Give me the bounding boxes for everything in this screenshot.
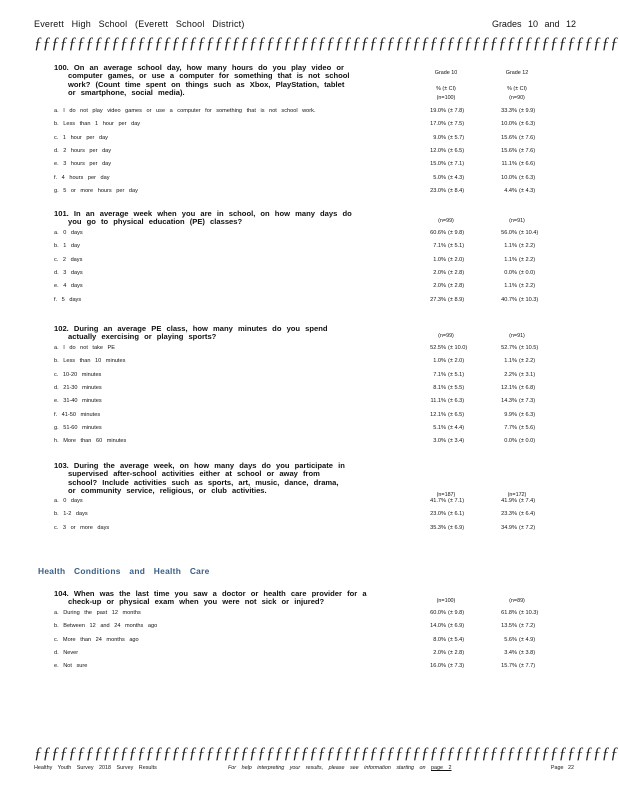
n-count-grade12: (n=91) bbox=[509, 218, 525, 224]
question-line: computer games, or use a computer for something that is not school bbox=[68, 71, 350, 81]
question-line: During an average PE class, how many minutes do you spend bbox=[73, 324, 328, 333]
grade10-percent: 19.0% bbox=[430, 108, 446, 114]
n-count-grade10: (n=187) bbox=[436, 492, 456, 498]
answer-row bbox=[54, 256, 614, 265]
grade10-percent: 41.7% bbox=[430, 498, 446, 504]
answer-row bbox=[54, 120, 614, 129]
grade10-ci: (± 6.3) bbox=[448, 398, 465, 405]
grades-label: Grades 10 and 12 bbox=[491, 19, 576, 29]
n-count-grade10: (n=100) bbox=[436, 95, 456, 101]
grade10-ci: (± 5.4) bbox=[448, 636, 465, 643]
grade10-percent: 1.0% bbox=[433, 358, 446, 365]
answer-label: c. 3 or more days bbox=[54, 524, 110, 531]
grade12-percent: 9.9% bbox=[504, 411, 517, 418]
answer-row bbox=[54, 269, 614, 278]
grade12-ci: (± 6.3) bbox=[519, 174, 536, 181]
grade12-ci: (± 10.3) bbox=[519, 610, 539, 616]
answer-row bbox=[54, 397, 614, 406]
answer-row bbox=[54, 371, 614, 380]
grade12-ci: (± 7.3) bbox=[519, 398, 536, 405]
answer-label: d. 2 hours per day bbox=[54, 147, 112, 154]
footer-help-text: For help interpreting your results, please see information starting on bbox=[228, 765, 426, 771]
grade12-ci: (± 7.2) bbox=[519, 524, 536, 531]
grade12-percent: 5.6% bbox=[504, 636, 517, 643]
answer-row bbox=[54, 160, 614, 169]
grade10-ci: (± 2.0) bbox=[448, 358, 465, 365]
footer bbox=[34, 765, 594, 775]
grade12-ci: (± 6.6) bbox=[519, 161, 536, 168]
answer-label: e. 31-40 minutes bbox=[54, 398, 102, 405]
answer-label: b. Between 12 and 24 months ago bbox=[54, 623, 158, 630]
grade10-ci: (± 6.5) bbox=[448, 147, 465, 154]
grade10-percent: 5.1% bbox=[433, 424, 446, 431]
answer-label: c. 10-20 minutes bbox=[54, 371, 102, 378]
grade10-ci: (± 6.5) bbox=[448, 411, 465, 418]
grade10-percent: 60.0% bbox=[430, 610, 446, 616]
answer-label: a. I do not take PE bbox=[54, 345, 116, 351]
answer-label: c. 2 days bbox=[54, 256, 83, 263]
answer-label: c. 1 hour per day bbox=[54, 134, 108, 141]
grade12-percent: 1.1% bbox=[504, 358, 517, 365]
answer-label: b. 1 day bbox=[54, 243, 80, 250]
grade10-ci: (± 5.7) bbox=[448, 134, 465, 141]
grade12-percent: 1.1% bbox=[504, 283, 517, 290]
ci-header: % (± CI) bbox=[507, 86, 527, 92]
answer-row bbox=[54, 649, 614, 658]
answer-label: d. Never bbox=[54, 649, 79, 656]
grade10-percent: 2.0% bbox=[433, 269, 446, 276]
grade10-percent: 12.0% bbox=[430, 147, 446, 154]
grade12-percent: 34.9% bbox=[501, 524, 517, 531]
answer-row bbox=[54, 609, 614, 618]
question-number: 100. bbox=[54, 63, 74, 72]
grade12-ci: (± 10.5) bbox=[519, 345, 539, 351]
grade12-percent: 3.4% bbox=[504, 649, 517, 656]
grade10-ci: (± 7.5) bbox=[448, 121, 465, 128]
grade12-ci: (± 6.4) bbox=[519, 511, 536, 518]
grade10-percent: 7.1% bbox=[433, 243, 446, 250]
question-number: 104. bbox=[54, 589, 74, 598]
grade12-percent: 0.0% bbox=[504, 438, 517, 445]
grade12-percent: 15.7% bbox=[501, 663, 517, 670]
grade10-ci: (± 8.4) bbox=[448, 187, 465, 194]
n-count-grade12: (n=172) bbox=[507, 492, 527, 498]
answer-label: e. Not sure bbox=[54, 663, 88, 670]
question-line: check-up or physical exam when you were not sick or injured? bbox=[68, 597, 325, 607]
grade12-ci: (± 6.8) bbox=[519, 384, 536, 391]
grade12-ci: (± 4.9) bbox=[519, 636, 536, 643]
grade12-ci: (± 0.0) bbox=[519, 269, 536, 276]
question-line: When was the last time you saw a doctor or health care provider for a bbox=[73, 589, 367, 598]
answer-label: f. 5 days bbox=[54, 296, 82, 303]
answer-label: c. More than 24 months ago bbox=[54, 636, 139, 643]
grade12-percent: 12.1% bbox=[501, 384, 517, 391]
top-divider: ƒƒƒƒƒƒƒƒƒƒƒƒƒƒƒƒƒƒƒƒƒƒƒƒƒƒƒƒƒƒƒƒƒƒƒƒƒƒƒƒƒƒƒƒƒƒƒƒƒƒƒƒƒƒƒƒƒƒƒƒƒƒƒƒƒƒƒƒ bbox=[34, 35, 619, 52]
grade10-percent: 8.1% bbox=[433, 384, 446, 391]
grade12-ci: (± 9.9) bbox=[519, 108, 536, 114]
grade12-ci: (± 10.4) bbox=[519, 230, 539, 236]
grade10-ci: (± 7.1) bbox=[448, 161, 465, 168]
grade12-header: Grade 12 bbox=[505, 70, 529, 76]
grade10-ci: (± 5.1) bbox=[448, 371, 465, 378]
grade10-ci: (± 3.4) bbox=[448, 438, 465, 445]
grade12-percent: 4.4% bbox=[504, 187, 517, 194]
grade10-percent: 12.1% bbox=[430, 411, 446, 418]
grade10-percent: 27.3% bbox=[430, 296, 446, 303]
grade10-ci: (± 9.8) bbox=[448, 610, 465, 616]
grade10-ci: (± 8.9) bbox=[448, 296, 465, 303]
answer-label: b. 1-2 days bbox=[54, 511, 88, 518]
grade10-percent: 2.0% bbox=[433, 283, 446, 290]
answer-row bbox=[54, 437, 614, 446]
grade12-percent: 0.0% bbox=[504, 269, 517, 276]
grade10-ci: (± 7.8) bbox=[448, 108, 465, 114]
grade12-percent: 61.8% bbox=[501, 610, 517, 616]
answer-label: a. 0 days bbox=[54, 230, 83, 236]
grade10-percent: 52.5% bbox=[430, 345, 446, 351]
grade10-ci: (± 4.4) bbox=[448, 424, 465, 431]
grade12-ci: (± 2.2) bbox=[519, 358, 536, 365]
question-number: 101. bbox=[54, 209, 74, 218]
grade12-percent: 23.3% bbox=[501, 511, 517, 518]
grade12-ci: (± 6.3) bbox=[519, 411, 536, 418]
grade10-percent: 5.0% bbox=[433, 174, 446, 181]
grade12-ci: (± 4.3) bbox=[519, 187, 536, 194]
grade10-percent: 14.0% bbox=[430, 623, 446, 630]
grade10-percent: 9.0% bbox=[433, 134, 446, 141]
answer-row bbox=[54, 524, 614, 533]
answer-label: a. I do not play video games or use a computer for something that is not school work. bbox=[54, 108, 316, 114]
grade12-percent: 56.0% bbox=[501, 230, 517, 236]
footer-survey: Healthy Youth Survey 2018 Survey Results bbox=[34, 765, 157, 771]
answer-row bbox=[54, 662, 614, 671]
question-line: school? Include activities such as sports, art, music, dance, drama, bbox=[68, 477, 339, 487]
page-number: Page 22 bbox=[550, 765, 574, 771]
ci-header: % (± CI) bbox=[436, 86, 456, 92]
grade12-ci: (± 7.6) bbox=[519, 134, 536, 141]
answer-row bbox=[54, 497, 614, 506]
footer-help bbox=[228, 765, 452, 771]
question-line: work? (Count time spent on things such as Xbox, PlayStation, tablet bbox=[68, 79, 345, 89]
grade12-percent: 40.7% bbox=[501, 296, 517, 303]
grade10-ci: (± 6.9) bbox=[448, 623, 465, 630]
grade10-ci: (± 10.0) bbox=[448, 345, 468, 351]
answer-label: b. Less than 10 minutes bbox=[54, 358, 126, 365]
grade12-percent: 10.0% bbox=[501, 174, 517, 181]
grade12-ci: (± 5.6) bbox=[519, 424, 536, 431]
answer-row bbox=[54, 411, 614, 420]
grade12-ci: (± 3.1) bbox=[519, 371, 536, 378]
grade12-ci: (± 6.3) bbox=[519, 121, 536, 128]
question-line: or smartphone, social media). bbox=[68, 88, 185, 98]
grade10-percent: 60.6% bbox=[430, 230, 446, 236]
answer-label: a. 0 days bbox=[54, 498, 83, 504]
question-line: On an average school day, how many hours do you play video or bbox=[73, 63, 344, 72]
question-text bbox=[54, 325, 374, 342]
answer-row bbox=[54, 242, 614, 251]
grade10-percent: 17.0% bbox=[430, 121, 446, 128]
grade12-percent: 1.1% bbox=[504, 256, 517, 263]
answer-label: h. More than 60 minutes bbox=[54, 438, 127, 445]
grade10-percent: 23.0% bbox=[430, 187, 446, 194]
section-title: Health Conditions and Health Care bbox=[38, 566, 210, 576]
grade10-percent: 3.0% bbox=[433, 438, 446, 445]
grade12-ci: (± 7.4) bbox=[519, 498, 536, 504]
footer-page-link[interactable]: page 2 bbox=[431, 765, 452, 771]
answer-label: d. 21-30 minutes bbox=[54, 384, 102, 391]
school-name: Everett High School (Everett School District) bbox=[34, 19, 245, 29]
grade10-percent: 15.0% bbox=[430, 161, 446, 168]
n-count-grade12: (n=89) bbox=[509, 598, 525, 604]
grade10-percent: 1.0% bbox=[433, 256, 446, 263]
grade10-ci: (± 2.0) bbox=[448, 256, 465, 263]
question-text bbox=[54, 210, 374, 227]
question-line: actually exercising or playing sports? bbox=[68, 332, 217, 342]
grade12-percent: 14.3% bbox=[501, 398, 517, 405]
n-count-grade10: (n=100) bbox=[436, 598, 456, 604]
grade10-ci: (± 5.1) bbox=[448, 243, 465, 250]
answer-label: e. 4 days bbox=[54, 283, 83, 290]
grade10-ci: (± 9.8) bbox=[448, 230, 465, 236]
bottom-divider: ƒƒƒƒƒƒƒƒƒƒƒƒƒƒƒƒƒƒƒƒƒƒƒƒƒƒƒƒƒƒƒƒƒƒƒƒƒƒƒƒƒƒƒƒƒƒƒƒƒƒƒƒƒƒƒƒƒƒƒƒƒƒƒƒƒƒƒƒ bbox=[34, 745, 619, 762]
answer-row bbox=[54, 344, 614, 353]
grade10-percent: 8.0% bbox=[433, 636, 446, 643]
question-text bbox=[54, 64, 374, 98]
answer-row bbox=[54, 384, 614, 393]
grade12-ci: (± 10.3) bbox=[519, 296, 539, 303]
answer-label: d. 3 days bbox=[54, 269, 83, 276]
answer-row bbox=[54, 282, 614, 291]
question-text bbox=[54, 462, 374, 496]
grade10-percent: 35.3% bbox=[430, 524, 446, 531]
answer-label: b. Less than 1 hour per day bbox=[54, 121, 141, 128]
question-line: you go to physical education (PE) classes? bbox=[68, 217, 243, 227]
answer-label: g. 5 or more hours per day bbox=[54, 187, 138, 194]
grade10-percent: 11.1% bbox=[430, 398, 446, 405]
question-line: or community service, religious, or club activities. bbox=[68, 486, 267, 496]
answer-row bbox=[54, 229, 614, 238]
question-line: supervised after-school activities either at school or away from bbox=[68, 469, 320, 479]
answer-label: f. 41-50 minutes bbox=[54, 411, 101, 418]
grade10-percent: 23.0% bbox=[430, 511, 446, 518]
answer-row bbox=[54, 636, 614, 645]
grade12-ci: (± 3.8) bbox=[519, 649, 536, 656]
grade12-ci: (± 0.0) bbox=[519, 438, 536, 445]
grade10-ci: (± 7.3) bbox=[448, 663, 465, 670]
answer-row bbox=[54, 622, 614, 631]
question-text bbox=[54, 590, 374, 607]
answer-row bbox=[54, 296, 614, 305]
question-number: 102. bbox=[54, 324, 74, 333]
n-count-grade12: (n=90) bbox=[509, 95, 525, 101]
answer-row bbox=[54, 510, 614, 519]
grade12-ci: (± 7.6) bbox=[519, 147, 536, 154]
grade10-ci: (± 2.8) bbox=[448, 269, 465, 276]
grade10-ci: (± 6.9) bbox=[448, 524, 465, 531]
grade10-ci: (± 2.8) bbox=[448, 649, 465, 656]
answer-label: g. 51-60 minutes bbox=[54, 424, 102, 431]
n-count-grade10: (n=99) bbox=[438, 218, 454, 224]
answer-row bbox=[54, 187, 614, 196]
grade10-percent: 7.1% bbox=[433, 371, 446, 378]
answer-label: e. 3 hours per day bbox=[54, 161, 112, 168]
answer-row bbox=[54, 147, 614, 156]
grade12-percent: 1.1% bbox=[504, 243, 517, 250]
grade12-percent: 2.2% bbox=[504, 371, 517, 378]
grade12-percent: 11.1% bbox=[501, 161, 517, 168]
answer-row bbox=[54, 357, 614, 366]
grade10-header: Grade 10 bbox=[434, 70, 458, 76]
grade12-percent: 7.7% bbox=[504, 424, 517, 431]
question-number: 103. bbox=[54, 461, 74, 470]
grade12-ci: (± 7.7) bbox=[519, 663, 536, 670]
answer-label: f. 4 hours per day bbox=[54, 174, 110, 181]
grade12-ci: (± 2.2) bbox=[519, 243, 536, 250]
grade10-ci: (± 5.5) bbox=[448, 384, 465, 391]
question-line: During the average week, on how many days do you participate in bbox=[73, 461, 345, 470]
grade10-ci: (± 2.8) bbox=[448, 283, 465, 290]
grade10-percent: 2.0% bbox=[433, 649, 446, 656]
answer-label: a. During the past 12 months bbox=[54, 610, 141, 616]
grade12-percent: 15.6% bbox=[501, 134, 517, 141]
grade12-ci: (± 7.2) bbox=[519, 623, 536, 630]
grade10-ci: (± 6.1) bbox=[448, 511, 465, 518]
grade10-percent: 16.0% bbox=[430, 663, 446, 670]
grade12-ci: (± 2.2) bbox=[519, 283, 536, 290]
answer-row bbox=[54, 134, 614, 143]
answer-row bbox=[54, 424, 614, 433]
answer-row bbox=[54, 107, 614, 116]
grade12-percent: 52.7% bbox=[501, 345, 517, 351]
grade10-ci: (± 4.3) bbox=[448, 174, 465, 181]
question-line: In an average week when you are in school, on how many days do bbox=[73, 209, 352, 218]
grade12-percent: 13.5% bbox=[501, 623, 517, 630]
grade12-percent: 15.6% bbox=[501, 147, 517, 154]
grade12-percent: 41.9% bbox=[501, 498, 517, 504]
grade12-percent: 10.0% bbox=[501, 121, 517, 128]
grade10-ci: (± 7.1) bbox=[448, 498, 465, 504]
grade12-percent: 33.3% bbox=[501, 108, 517, 114]
n-count-grade12: (n=91) bbox=[509, 333, 525, 339]
answer-row bbox=[54, 174, 614, 183]
grade12-ci: (± 2.2) bbox=[519, 256, 536, 263]
n-count-grade10: (n=99) bbox=[438, 333, 454, 339]
